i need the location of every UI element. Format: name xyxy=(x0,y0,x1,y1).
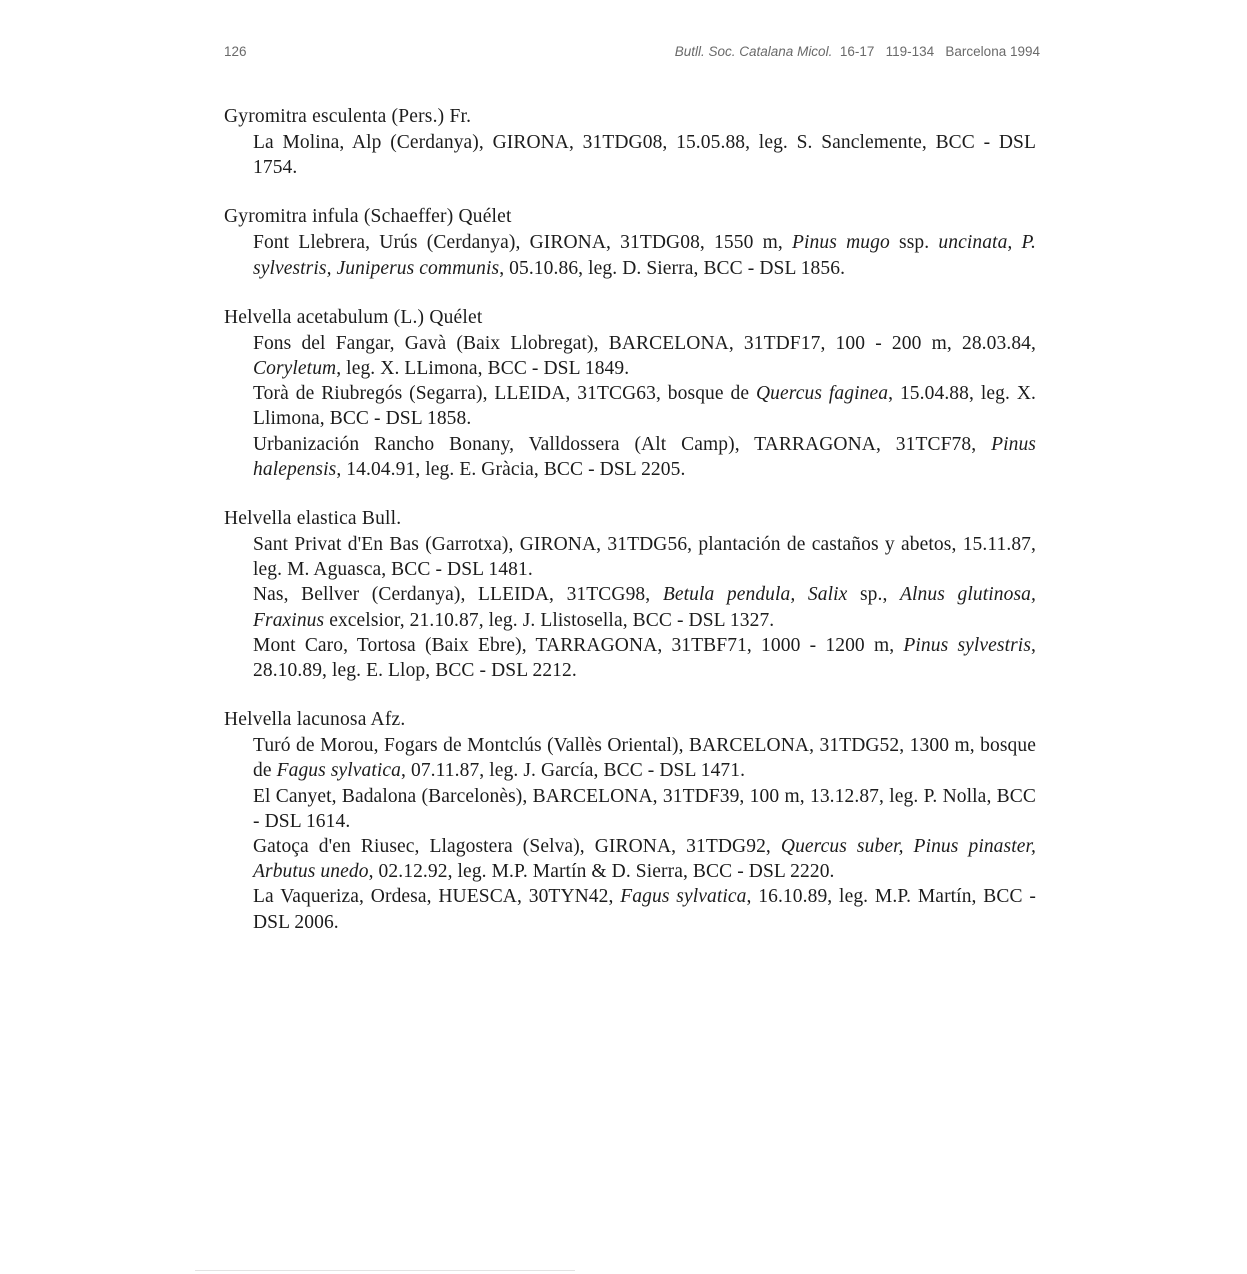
record-text: Gatoça d'en Riusec, Llagostera (Selva), GIRONA, 31TDG92, xyxy=(253,836,781,858)
record-text: Torà de Riubregós (Segarra), LLEIDA, 31TCG63, bosque de xyxy=(253,383,756,405)
collection-record xyxy=(253,784,1036,834)
collection-record xyxy=(253,532,1036,582)
record-text: Urbanización Rancho Bonany, Valldossera (Alt Camp), TARRAGONA, 31TCF78, xyxy=(253,433,992,455)
species-entry xyxy=(224,506,1036,683)
record-text: , 02.12.92, leg. M.P. Martín & D. Sierra, BCC - DSL 2220. xyxy=(368,861,835,883)
record-text: Font Llebrera, Urús (Cerdanya), GIRONA, 31TDG08, 1550 m, xyxy=(253,232,793,254)
collection-record xyxy=(253,230,1036,280)
taxon-name: Coryletum xyxy=(253,358,337,380)
taxon-name: Fagus sylvatica xyxy=(620,886,747,908)
collection-record xyxy=(253,432,1036,482)
running-head xyxy=(675,44,1040,59)
record-text: Nas, Bellver (Cerdanya), LLEIDA, 31TCG98, xyxy=(253,584,663,606)
record-text: , 15.04.88, leg. X. Llimona, BCC - DSL 1858. xyxy=(253,383,1036,430)
species-entry xyxy=(224,305,1036,482)
taxon-name: uncinata, P. sylvestris, Juniperus communis xyxy=(253,232,1037,279)
collection-record xyxy=(253,130,1036,180)
collection-record xyxy=(253,381,1036,431)
taxon-name: Alnus glutinosa, Fraxinus xyxy=(253,584,1036,631)
record-text: , leg. X. LLimona, BCC - DSL 1849. xyxy=(336,358,630,380)
species-entry xyxy=(224,204,1036,280)
species-name: Helvella lacunosa Afz. xyxy=(224,709,406,731)
scan-edge-line xyxy=(195,1270,575,1271)
taxon-name: Quercus suber, Pinus pinaster, Arbutus unedo xyxy=(253,836,1036,883)
collection-record xyxy=(253,834,1036,884)
record-text: El Canyet, Badalona (Barcelonès), BARCELONA, 31TDF39, 100 m, 13.12.87, leg. P. Nolla, BCC - DSL 1614. xyxy=(253,785,1036,832)
collection-record xyxy=(253,884,1036,934)
taxon-name: Quercus faginea xyxy=(756,383,889,405)
record-text: Fons del Fangar, Gavà (Baix Llobregat), BARCELONA, 31TDF17, 100 - 200 m, 28.03.84, xyxy=(253,332,1036,354)
record-text: , 14.04.91, leg. E. Gràcia, BCC - DSL 2205. xyxy=(336,458,686,480)
collection-record xyxy=(253,331,1036,381)
page-header xyxy=(224,44,1040,66)
record-text: La Molina, Alp (Cerdanya), GIRONA, 31TDG08, 15.05.88, leg. S. Sanclemente, BCC - DSL 1754. xyxy=(253,132,1036,179)
species-name: Gyromitra esculenta (Pers.) Fr. xyxy=(224,106,472,127)
record-text: excelsior, 21.10.87, leg. J. Llistosella, BCC - DSL 1327. xyxy=(324,609,775,631)
page-number: 126 xyxy=(224,44,247,59)
taxon-name: Fagus sylvatica xyxy=(276,760,402,782)
record-text: , 07.11.87, leg. J. García, BCC - DSL 1471. xyxy=(401,760,746,782)
record-text: , 05.10.86, leg. D. Sierra, BCC - DSL 1856. xyxy=(499,257,846,279)
collection-record xyxy=(253,733,1036,783)
species-entry xyxy=(224,104,1036,180)
taxon-name: Pinus halepensis xyxy=(253,433,1036,480)
record-text: sp., xyxy=(847,584,901,606)
collection-record xyxy=(253,582,1036,632)
taxon-name: Pinus sylvestris xyxy=(903,634,1032,656)
species-name: Helvella acetabulum (L.) Quélet xyxy=(224,306,483,328)
record-text: ssp. xyxy=(889,232,939,254)
collection-record xyxy=(253,633,1036,683)
record-text: Sant Privat d'En Bas (Garrotxa), GIRONA, 31TDG56, plantación de castaños y abetos, 15.11.87, leg. M. Aguasca, BCC - DSL 1481. xyxy=(253,534,1036,581)
species-name: Helvella elastica Bull. xyxy=(224,508,402,530)
record-text: , 16.10.89, leg. M.P. Martín, BCC - DSL 2006. xyxy=(253,886,1036,933)
species-entry xyxy=(224,707,1036,935)
species-name: Gyromitra infula (Schaeffer) Quélet xyxy=(224,206,512,228)
volume-pages: 16-17 119-134 Barcelona 1994 xyxy=(839,44,1040,59)
record-text: Turó de Morou, Fogars de Montclús (Vallès Oriental), BARCELONA, 31TDG52, 1300 m, bosque de xyxy=(253,735,1036,782)
species-list xyxy=(224,104,1036,959)
record-text: La Vaqueriza, Ordesa, HUESCA, 30TYN42, xyxy=(253,886,621,908)
taxon-name: Betula pendula, Salix xyxy=(662,584,848,606)
taxon-name: Pinus mugo xyxy=(792,232,890,254)
journal-title: Butll. Soc. Catalana Micol. xyxy=(674,44,833,59)
record-text: Mont Caro, Tortosa (Baix Ebre), TARRAGONA, 31TBF71, 1000 - 1200 m, xyxy=(253,634,904,656)
record-text: , 28.10.89, leg. E. Llop, BCC - DSL 2212. xyxy=(253,634,1036,682)
